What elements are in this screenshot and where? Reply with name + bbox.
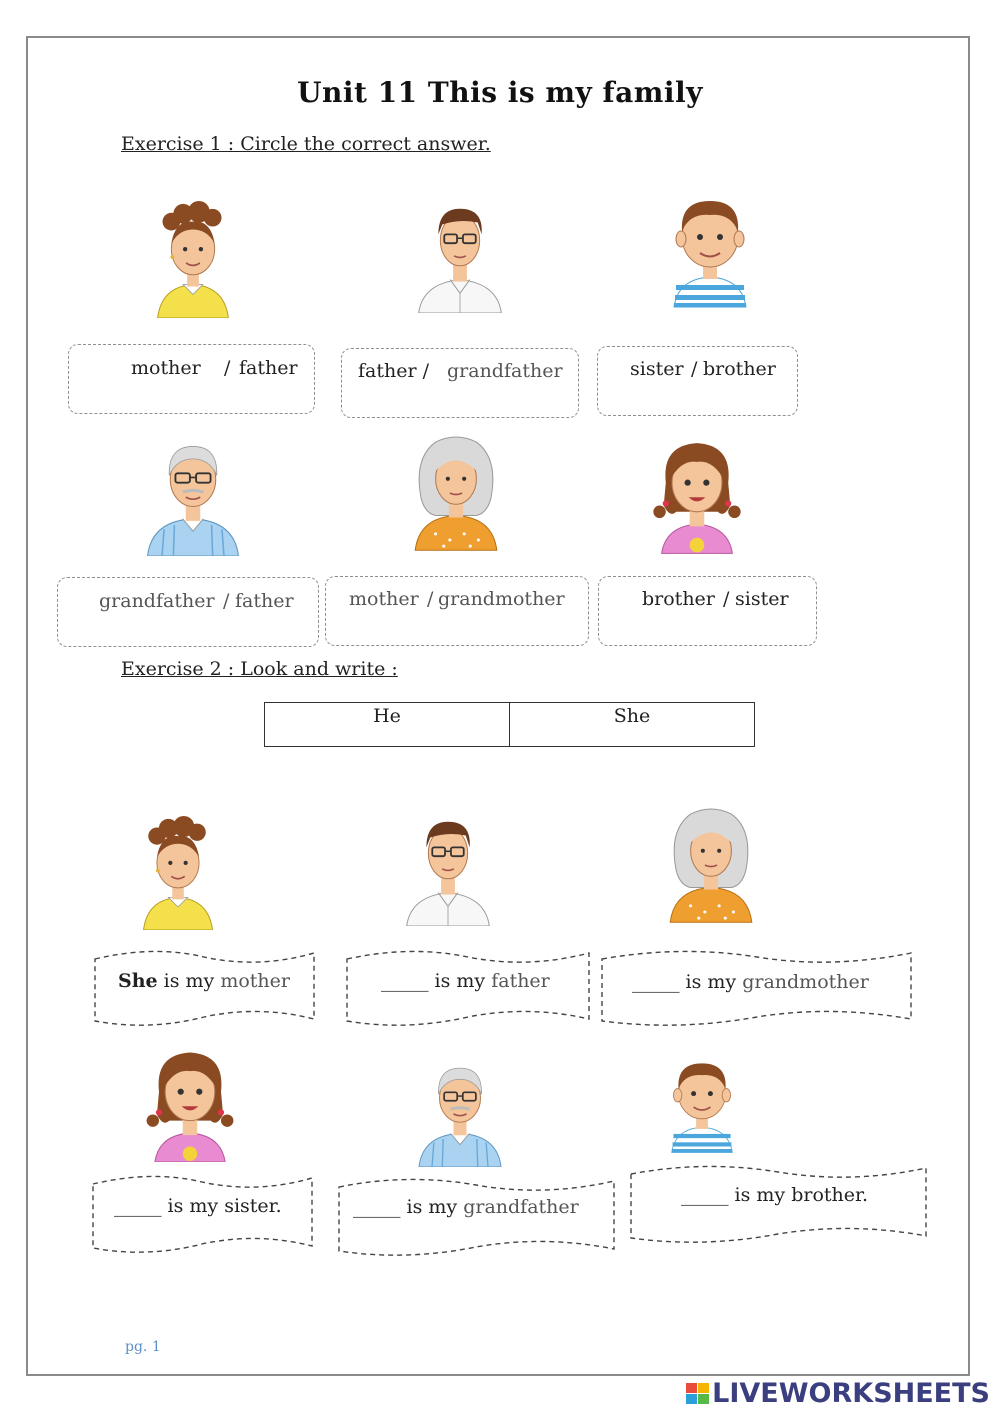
- option-father[interactable]: father: [239, 357, 298, 379]
- option-separator: /: [691, 358, 698, 380]
- answer-box-3[interactable]: [597, 346, 798, 416]
- answer-she: She: [118, 970, 158, 992]
- brother-picture: [660, 183, 760, 311]
- option-separator: /: [223, 590, 230, 612]
- option-sister[interactable]: sister: [735, 588, 789, 610]
- grandmother-picture: [405, 424, 507, 554]
- sentence-6[interactable]: _____ is my brother.: [681, 1184, 869, 1206]
- option-mother[interactable]: mother: [131, 357, 201, 379]
- grandfather-picture: [404, 1055, 516, 1167]
- logo-text: LIVEWORKSHEETS: [712, 1378, 990, 1409]
- exercise-2-heading: Exercise 2 : Look and write :: [121, 658, 398, 680]
- sentence-2[interactable]: _____ is my father: [381, 970, 550, 992]
- father-picture: [410, 195, 510, 313]
- brother-picture: [660, 1046, 744, 1158]
- liveworksheets-logo[interactable]: [685, 1378, 990, 1409]
- answer-box-1[interactable]: [68, 344, 315, 414]
- option-grandfather[interactable]: grandfather: [447, 360, 563, 382]
- option-sister[interactable]: sister: [630, 358, 684, 380]
- grandfather-picture: [134, 432, 252, 556]
- answer-box-2[interactable]: [341, 348, 579, 418]
- blank[interactable]: _____: [632, 971, 680, 993]
- option-brother[interactable]: brother: [642, 588, 715, 610]
- answer-box-6[interactable]: [598, 576, 817, 646]
- logo-icon: [685, 1382, 711, 1406]
- option-father[interactable]: father /: [358, 360, 429, 382]
- blank[interactable]: _____: [353, 1196, 401, 1218]
- page-title: Unit 11 This is my family: [297, 76, 703, 109]
- option-separator: /: [723, 588, 730, 610]
- option-separator: /: [224, 357, 231, 379]
- blank[interactable]: _____: [114, 1195, 162, 1217]
- word-he: He: [373, 705, 401, 727]
- option-separator: /: [427, 588, 434, 610]
- sister-picture: [138, 1038, 242, 1162]
- answer-box-5[interactable]: [325, 576, 589, 646]
- option-mother[interactable]: mother: [349, 588, 419, 610]
- mother-picture: [128, 815, 228, 930]
- option-father[interactable]: father: [235, 590, 294, 612]
- mother-picture: [143, 200, 243, 318]
- option-brother[interactable]: brother: [703, 358, 776, 380]
- page-number: pg. 1: [125, 1339, 161, 1355]
- exercise-1-heading: Exercise 1 : Circle the correct answer.: [121, 133, 491, 155]
- option-grandfather[interactable]: grandfather: [99, 590, 215, 612]
- sentence-3[interactable]: _____ is my grandmother: [632, 971, 869, 993]
- sentence-5[interactable]: _____ is my grandfather: [353, 1196, 579, 1218]
- sentence-4[interactable]: _____ is my sister.: [114, 1195, 282, 1217]
- father-picture: [398, 808, 498, 926]
- word-she: She: [509, 703, 754, 746]
- answer-box-4[interactable]: [57, 577, 319, 647]
- grandmother-picture: [660, 796, 762, 926]
- sister-picture: [645, 428, 749, 554]
- sentence-1: She is my mother: [118, 970, 290, 992]
- option-grandmother[interactable]: grandmother: [438, 588, 565, 610]
- blank[interactable]: _____: [681, 1184, 729, 1206]
- blank[interactable]: _____: [381, 970, 429, 992]
- word-bank: [264, 702, 755, 747]
